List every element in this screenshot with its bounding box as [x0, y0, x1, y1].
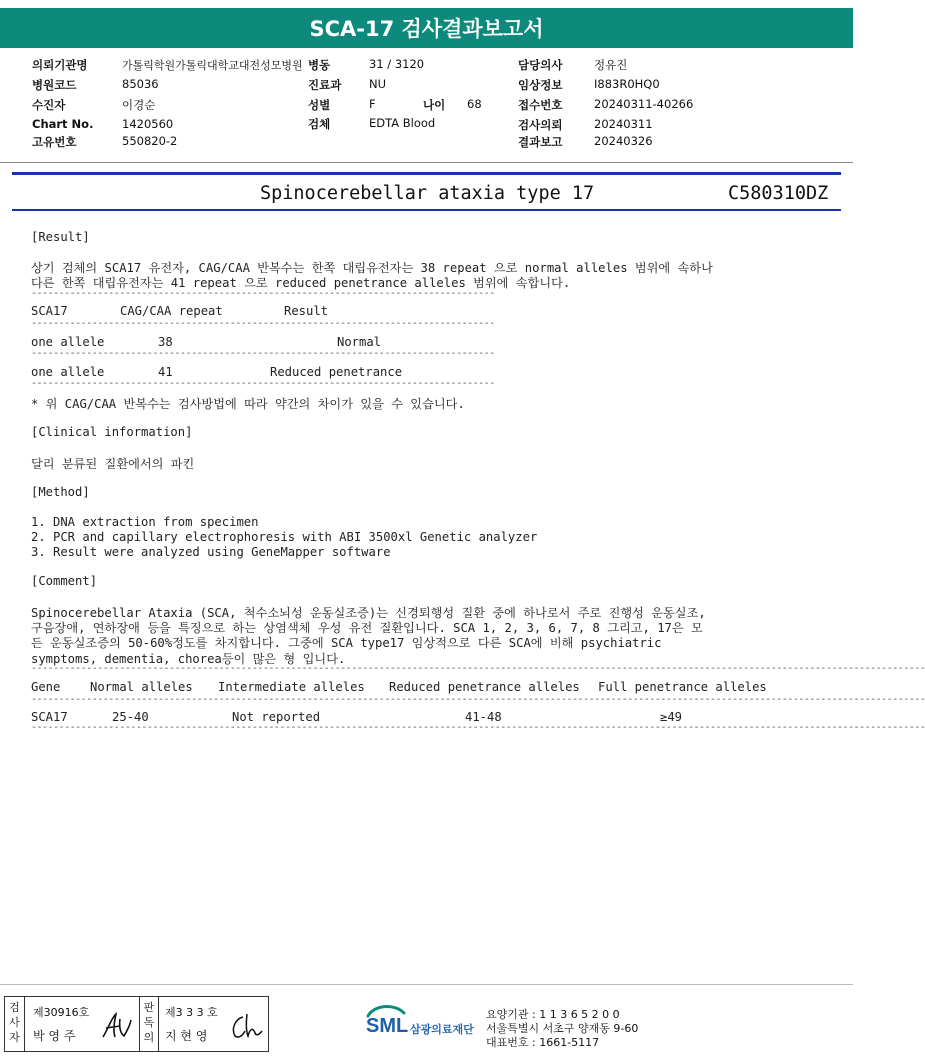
reviewer-name: 지 현 영	[165, 1029, 208, 1043]
result-col-gene: SCA17	[31, 304, 68, 318]
result-row-2-repeat: 41	[158, 365, 173, 379]
clinical-heading: [Clinical information]	[31, 425, 193, 439]
result-row-1-result: Normal	[337, 335, 382, 349]
result-date-value: 20240326	[594, 134, 653, 148]
comment-line-4: symptoms, dementia, chorea등이 많은 형 입니다.	[31, 652, 346, 666]
request-date-value: 20240311	[594, 117, 653, 131]
result-text-line-1: 상기 검체의 SCA17 유전자, CAG/CAA 반복수는 한쪽 대립유전자는 38 repeat 으로 normal alleles 범위에 속하나	[31, 261, 713, 275]
allele-table-header-full: Full penetrance alleles	[598, 680, 767, 694]
divider: ------------------------------------------------------------------------------------------------------------------------------------------------------------------	[31, 694, 925, 705]
test-title-top-rule	[12, 172, 841, 175]
hospital-code-value: 85036	[122, 77, 159, 91]
divider: ------------------------------------------------------------------------------------	[31, 378, 495, 389]
patient-label: 수진자	[32, 98, 66, 112]
logo-text: SML	[366, 1015, 409, 1037]
allele-table-full: ≥49	[660, 710, 683, 724]
chart-no-label: Chart No.	[32, 117, 94, 131]
allele-table-header-gene: Gene	[31, 680, 61, 694]
method-item-1: 1. DNA extraction from specimen	[31, 515, 259, 529]
divider: ------------------------------------------------------------------------------------------------------------------------------------------------------------------	[31, 722, 925, 733]
clinical-text: 달리 분류된 질환에서의 파킨	[31, 457, 195, 471]
divider: ------------------------------------------------------------------------------------------------------------------------------------------------------------------	[31, 663, 925, 674]
allele-table-intermediate: Not reported	[232, 710, 321, 724]
result-col-result: Result	[284, 304, 329, 318]
allele-table-normal: 25-40	[112, 710, 149, 724]
report-title: SCA-17 검사결과보고서	[0, 8, 853, 48]
result-col-repeat: CAG/CAA repeat	[120, 304, 223, 318]
chart-no-value: 1420560	[122, 117, 174, 131]
dept-label: 진료과	[308, 78, 342, 92]
comment-line-2: 구음장애, 연하장애 등을 특징으로 하는 상염색체 우성 유전 질환입니다. SCA 1, 2, 3, 6, 7, 8 그리고, 17은 모	[31, 621, 703, 635]
request-date-label: 검사의뢰	[518, 118, 563, 132]
institution-label: 의뢰기관명	[32, 58, 88, 72]
test-name: Spinocerebellar ataxia type 17	[260, 183, 595, 204]
test-title-bottom-rule	[12, 209, 841, 211]
tester-label: 검사자	[5, 997, 25, 1051]
dept-value: NU	[369, 77, 387, 91]
org-phone: 대표번호 : 1661-5117	[486, 1036, 600, 1049]
tester-number: 제30916호	[33, 1006, 90, 1019]
receipt-value: 20240311-40266	[594, 97, 694, 111]
allele-table-gene: SCA17	[31, 710, 68, 724]
receipt-label: 접수번호	[518, 98, 563, 112]
sex-value: F	[369, 97, 376, 111]
result-heading: [Result]	[31, 230, 90, 244]
comment-line-3: 든 운동실조증의 50-60%정도를 차지합니다. 그중에 SCA type17 임상적으로 다른 SCA에 비해 psychiatric	[31, 636, 662, 650]
tester-signature	[100, 1011, 134, 1041]
license-number: 요양기관 : 1 1 3 6 5 2 0 0	[486, 1008, 620, 1021]
doctor-label: 담당의사	[518, 58, 563, 72]
specimen-label: 검체	[308, 117, 331, 131]
doctor-value: 정유진	[594, 58, 628, 72]
unique-no-label: 고유번호	[32, 135, 77, 149]
header-divider	[0, 162, 853, 163]
sml-logo	[364, 1003, 484, 1043]
allele-table-header-intermediate: Intermediate alleles	[218, 680, 365, 694]
clinical-info-label: 임상정보	[518, 78, 563, 92]
footer-divider	[0, 984, 853, 985]
tester-name: 박 영 주	[33, 1029, 76, 1043]
result-note: * 위 CAG/CAA 반복수는 검사방법에 따라 약간의 차이가 있을 수 있습니다.	[31, 397, 465, 411]
allele-table-reduced: 41-48	[465, 710, 502, 724]
hospital-code-label: 병원코드	[32, 78, 77, 92]
patient-value: 이경순	[122, 98, 156, 112]
allele-table-header-normal: Normal alleles	[90, 680, 193, 694]
divider: ------------------------------------------------------------------------------------	[31, 348, 495, 359]
signature-box	[4, 996, 269, 1052]
institution-value: 가톨릭학원가톨릭대학교대전성모병원	[122, 59, 303, 72]
method-item-3: 3. Result were analyzed using GeneMapper software	[31, 545, 391, 559]
age-value: 68	[467, 97, 482, 111]
reviewer-signature	[229, 1011, 265, 1041]
age-label: 나이	[423, 98, 446, 112]
ward-value: 31 / 3120	[369, 57, 425, 71]
test-code: C580310DZ	[728, 183, 829, 204]
reviewer-label: 판독의	[139, 997, 159, 1051]
ward-label: 병동	[308, 58, 331, 72]
clinical-info-value: I883R0HQ0	[594, 77, 660, 91]
method-item-2: 2. PCR and capillary electrophoresis with ABI 3500xl Genetic analyzer	[31, 530, 538, 544]
result-date-label: 결과보고	[518, 135, 563, 149]
result-row-2-result: Reduced penetrance	[270, 365, 403, 379]
result-row-2-allele: one allele	[31, 365, 105, 379]
divider: ------------------------------------------------------------------------------------	[31, 288, 495, 299]
comment-heading: [Comment]	[31, 574, 98, 588]
specimen-value: EDTA Blood	[369, 116, 436, 130]
sex-label: 성별	[308, 98, 331, 112]
comment-line-1: Spinocerebellar Ataxia (SCA, 척수소뇌성 운동실조증)는 신경퇴행성 질환 중에 하나로서 주로 진행성 운동실조,	[31, 606, 706, 620]
unique-no-value: 550820-2	[122, 134, 178, 148]
result-row-1-allele: one allele	[31, 335, 105, 349]
org-address: 서울특별시 서초구 양재동 9-60	[486, 1022, 639, 1035]
result-row-1-repeat: 38	[158, 335, 173, 349]
org-name: 삼광의료재단	[410, 1023, 474, 1036]
method-heading: [Method]	[31, 485, 90, 499]
allele-table-header-reduced: Reduced penetrance alleles	[389, 680, 580, 694]
divider: ------------------------------------------------------------------------------------	[31, 318, 495, 329]
reviewer-number: 제3 3 3 호	[165, 1006, 218, 1019]
result-text-line-2: 다른 한쪽 대립유전자는 41 repeat 으로 reduced penetrance alleles 범위에 속합니다.	[31, 276, 571, 290]
